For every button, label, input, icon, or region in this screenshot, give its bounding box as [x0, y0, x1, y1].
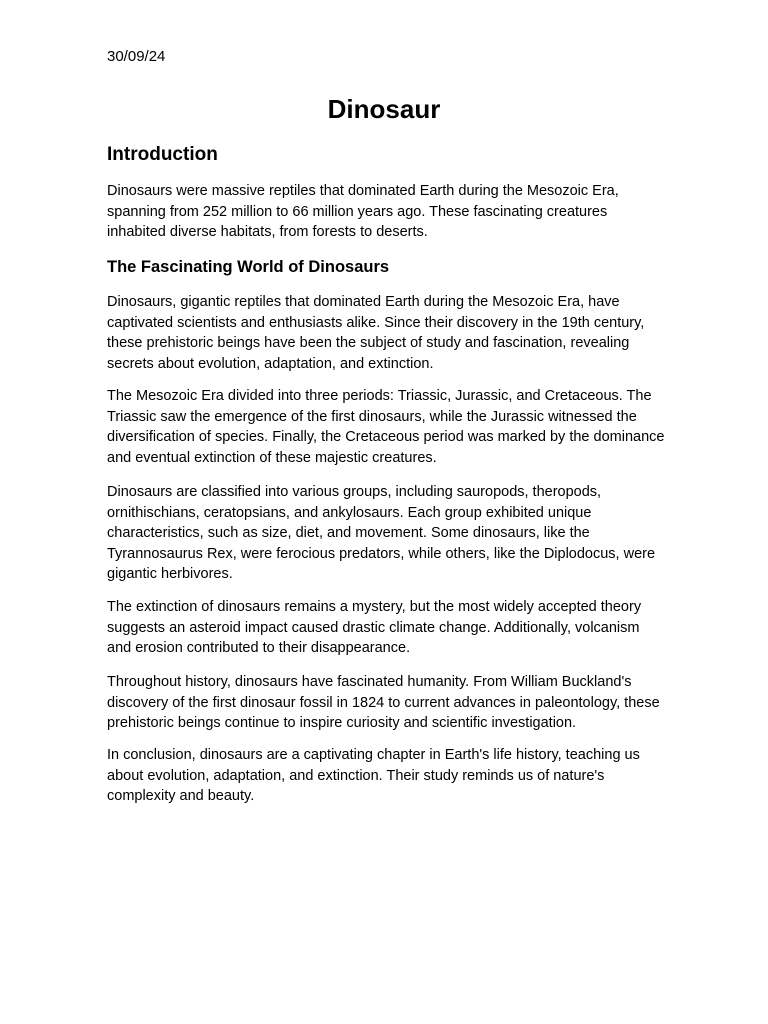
document-title: Dinosaur [327, 94, 441, 124]
section-heading: The Fascinating World of Dinosaurs [107, 258, 390, 276]
body-paragraph-discovery: Dinosaurs, gigantic reptiles that dominated Earth during the Mesozoic Era, have captivated scientists and enthusiasts alike. Since their discovery in the 19th century, these prehistoric beings have been the subject of study and fascination, revealing secrets about evolution, adaptation, and extinction. [107, 294, 645, 372]
introduction-paragraph: Dinosaurs were massive reptiles that dominated Earth during the Mesozoic Era, spanning from 252 million to 66 million years ago. These fascinating creatures inhabited diverse habitats, from forests to deserts. [107, 183, 619, 240]
body-paragraph-extinction: The extinction of dinosaurs remains a mystery, but the most widely accepted theory suggests an asteroid impact caused drastic climate change. Additionally, volcanism and erosion contributed to their disappearance. [107, 599, 642, 656]
body-paragraph-conclusion: In conclusion, dinosaurs are a captivating chapter in Earth's life history, teaching us about evolution, adaptation, and extinction. Their study reminds us of nature's complexity and beauty. [107, 747, 640, 804]
body-paragraph-history: Throughout history, dinosaurs have fascinated humanity. From William Buckland's discovery of the first dinosaur fossil in 1824 to current advances in paleontology, these prehistoric beings continue to inspire curiosity and scientific investigation. [107, 674, 660, 731]
body-paragraph-classification: Dinosaurs are classified into various groups, including sauropods, theropods, ornithischians, ceratopsians, and ankylosaurs. Each group exhibited unique characteristics, such as size, diet, and movement. Some dinosaurs, like the Tyrannosaurus Rex, were ferocious predators, while others, like the Diplodocus, were gigantic herbivores. [107, 484, 656, 582]
body-paragraph-periods: The Mesozoic Era divided into three periods: Triassic, Jurassic, and Cretaceous. The Triassic saw the emergence of the first dinosaurs, while the Jurassic witnessed the diversification of species. Finally, the Cretaceous period was marked by the dominance and eventual extinction of these majestic creatures. [107, 388, 665, 466]
document-date: 30/09/24 [107, 48, 166, 65]
introduction-heading: Introduction [107, 144, 218, 165]
